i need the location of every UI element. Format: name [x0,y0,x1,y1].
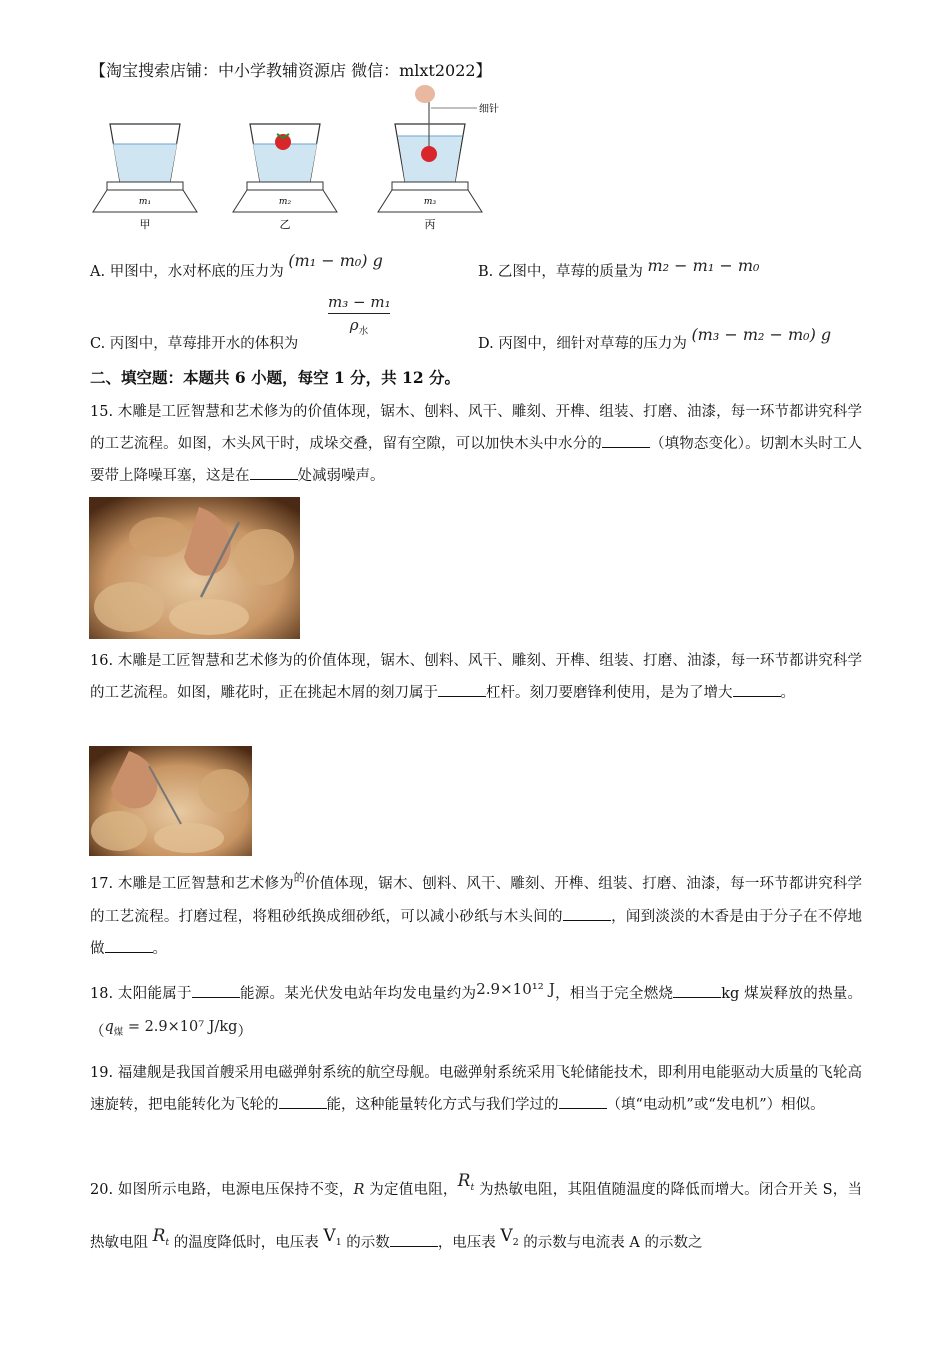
q20-rt: R [457,1171,471,1191]
header-text: 【淘宝搜索店铺：中小学教辅资源店 微信：mlxt2022】 [90,61,492,80]
option-b [478,256,760,281]
q17-small-char: 的 [293,871,305,884]
q19-blank-2[interactable] [559,1094,607,1109]
mass-label-2: m₂ [278,197,292,207]
q20-rt2: R [152,1225,166,1246]
q15-part1: 15. 木雕是工匠智慧和艺术修为的价值体现，锯木、刨料、风干、雕刻、开榫、组装、打磨、油漆，每一环节都讲究科学的工艺流程。如图，木头风干时，成垛交叠，留有空隙，可以加快木头中水分的 [90,404,862,452]
q18-q-value: = 2.9×10⁷ J/kg [123,1019,238,1035]
q20-blank-1[interactable] [390,1232,438,1247]
q17-part2: 价值体现，锯木、刨料、风干、雕刻、开榫、组装、打磨、油漆，每一环节都讲究科学的工艺流程。打磨过程，将粗砂纸换成细砂纸，可以减小砂纸与木头间的 [90,876,863,925]
figure-label-bing: 丙 [424,218,436,231]
q20-v2-sub: 2 [512,1236,519,1248]
question-17 [90,868,862,965]
strawberry-icon [421,146,437,162]
beaker-bing [378,85,482,212]
q20-part6: ，电压表 [437,1234,501,1251]
q20-rt-sub: t [470,1181,475,1193]
q18-part1: 18. 太阳能属于 [90,986,192,1002]
option-c-numerator: m₃ − m₁ [328,293,390,314]
q19-part1: 19. 福建舰是我国首艘采用电磁弹射系统的航空母舰。电磁弹射系统采用飞轮储能技术，即利用电能驱动大质量的飞轮高速旋转，把电能转化为飞轮的 [90,1065,862,1113]
question-19 [90,1057,862,1121]
question-16 [90,645,862,709]
q20-v2: V [500,1225,513,1246]
q19-part3: （填“电动机”或“发电机”）相似。 [606,1097,825,1113]
figure-label-yi: 乙 [279,218,291,231]
q20-part7: 的示数与电流表 A 的示数之 [518,1234,703,1251]
q20-part1: 20. 如图所示电路，电源电压保持不变， [90,1182,354,1198]
option-b-text: B. 乙图中，草莓的质量为 [478,264,643,280]
q15-part2: （填物态变化）。切割木头时工人要带上降噪耳塞，这是在 [90,436,862,484]
option-d-formula: (m₃ − m₂ − m₀) g [691,325,832,344]
option-c-denominator-sub: 水 [358,326,369,337]
wood-carving-photo-2 [89,746,252,856]
q18-part5: ） [237,1024,252,1040]
option-a [90,251,383,281]
q20-part4: 的温度降低时，电压表 [169,1234,324,1251]
q20-part5: 的示数 [341,1234,390,1251]
q17-part1: 17. 木雕是工匠智慧和艺术修为 [90,876,294,892]
q17-blank-1[interactable] [563,906,611,921]
option-c-fraction [328,293,390,337]
question-15 [90,396,862,492]
q16-blank-2[interactable] [733,682,781,697]
q18-part4: kg 煤炭释放的热量。（ [90,986,863,1040]
question-18 [90,974,862,1057]
option-c-text: C. 丙图中，草莓排开水的体积为 [90,336,299,352]
mass-label-1: m₁ [138,197,152,207]
q16-part1: 16. 木雕是工匠智慧和艺术修为的价值体现，锯木、刨料、风干、雕刻、开榫、组装、打磨、油漆，每一环节都讲究科学的工艺流程。如图，雕花时，正在挑起木屑的刻刀属于 [90,653,862,701]
option-a-formula: (m₁ − m₀) g [288,251,383,270]
q18-energy: 2.9×10¹² J [476,980,555,998]
q17-part3: ，闻到淡淡的木香是由于分子在不停地做 [90,909,863,957]
wood-carving-photo-1 [89,497,300,639]
q18-q-symbol: q [104,1019,114,1035]
q17-part4: 。 [152,941,167,957]
q20-r: R [353,1182,365,1198]
mass-label-3: m₃ [423,197,437,207]
q20-rt2-sub: t [165,1236,170,1248]
q15-blank-2[interactable] [250,465,298,480]
q19-part2: 能，这种能量转化方式与我们学过的 [326,1097,559,1113]
beaker-figure [85,82,525,232]
q18-part3: ，相当于完全燃烧 [554,986,674,1002]
q16-part3: 。 [780,685,795,701]
q20-part3: 为热敏电阻，其阻值随温度的降低而增大。闭合开关 S，当热敏电阻 [90,1182,863,1251]
q20-part2: 为定值电阻， [364,1182,458,1198]
option-b-formula: m₂ − m₁ − m₀ [647,256,760,275]
q19-blank-1[interactable] [279,1094,327,1109]
needle-label: 细针 [479,104,499,115]
strawberry-icon [275,134,291,150]
figure-label-jia: 甲 [139,218,151,231]
q18-part2: 能源。某光伏发电站年均发电量约为 [239,986,477,1002]
q20-v1-sub: 1 [335,1236,342,1248]
q20-v1: V [323,1225,336,1246]
option-a-text: A. 甲图中，水对杯底的压力为 [90,264,284,280]
option-c-denominator: ρ [349,316,359,334]
q15-blank-1[interactable] [602,433,650,448]
q18-q-sub: 煤 [113,1026,124,1038]
option-d [478,325,832,353]
q16-part2: 杠杆。刻刀要磨锋利使用，是为了增大 [486,685,733,701]
question-20 [90,1166,862,1272]
q16-blank-1[interactable] [438,682,486,697]
q18-blank-1[interactable] [192,983,240,998]
q17-blank-2[interactable] [105,938,153,953]
option-d-text: D. 丙图中，细针对草莓的压力为 [478,336,687,352]
q18-blank-2[interactable] [673,983,721,998]
option-c [90,332,298,353]
hand-icon [415,85,435,103]
section-title: 二、填空题：本题共 6 小题，每空 1 分，共 12 分。 [90,368,461,387]
q15-part3: 处减弱噪声。 [297,468,385,484]
